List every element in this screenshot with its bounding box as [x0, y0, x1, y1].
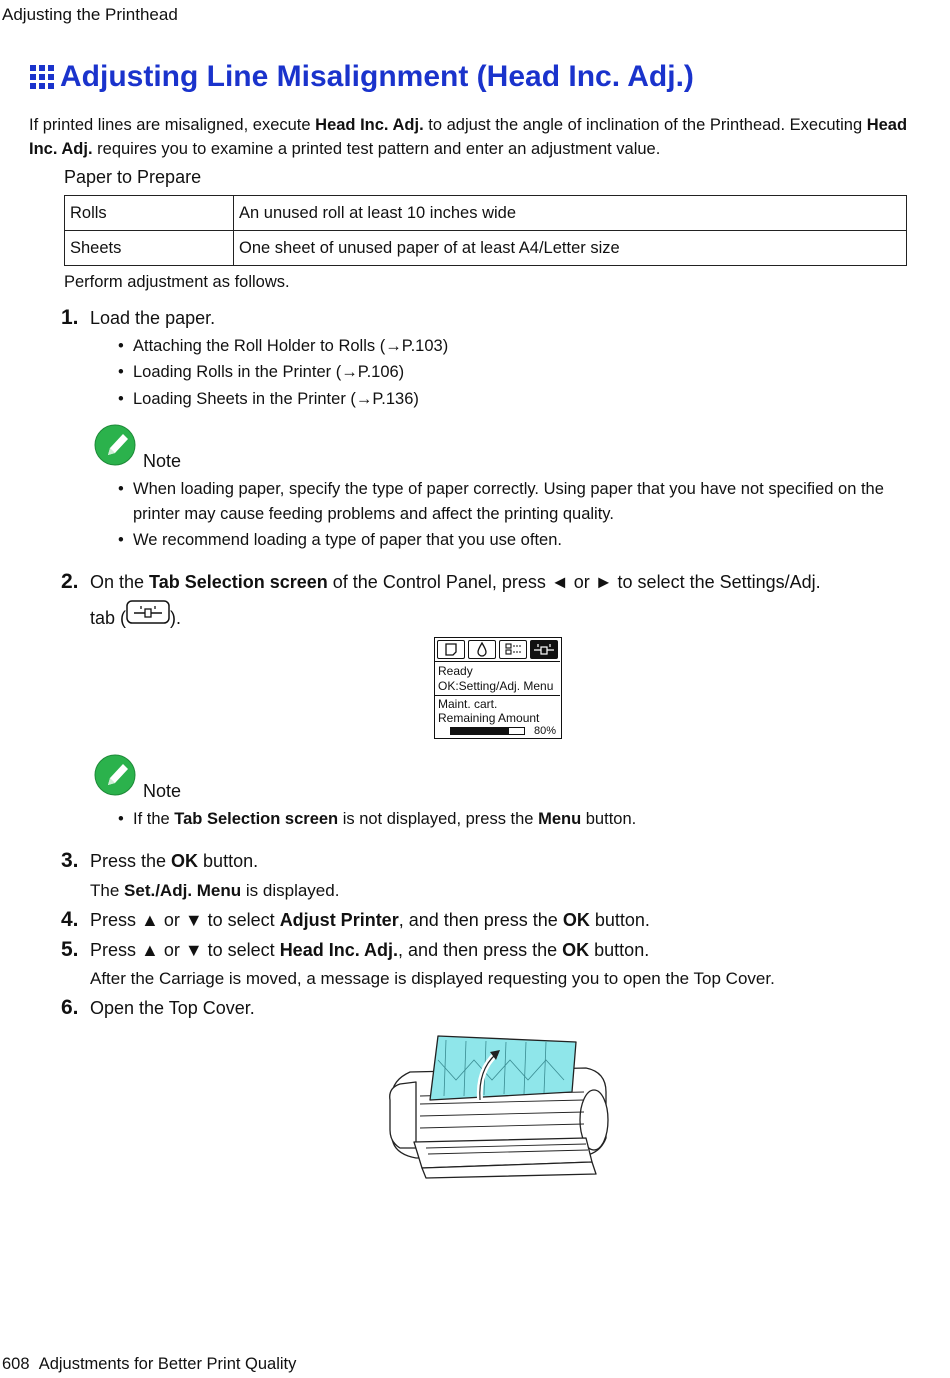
list-item[interactable]: • Loading Sheets in the Printer (→P.136)	[118, 390, 419, 408]
lcd-maint-label: Maint. cart.	[438, 697, 498, 711]
lcd-remaining-label: Remaining Amount	[438, 711, 540, 725]
step-5	[61, 938, 649, 962]
lcd-menu-hint: OK:Setting/Adj. Menu	[438, 679, 554, 693]
settings-adj-tab-icon	[126, 600, 170, 624]
step-number: 4.	[61, 908, 79, 931]
lcd-divider	[435, 695, 560, 696]
printhead-tab-icon	[499, 640, 527, 659]
note-label: Note	[143, 451, 182, 471]
note-pencil-icon	[94, 424, 138, 466]
control-panel-display	[434, 637, 562, 739]
step-1	[61, 306, 215, 330]
step-number: 2.	[61, 570, 79, 593]
list-item: • When loading paper, specify the type of paper correctly. Using paper that you have not specified on the printer may cause feeding problems and affect the printing quality.	[118, 480, 884, 523]
note-pencil-icon	[94, 754, 138, 796]
intro-paragraph: If printed lines are misaligned, execute Head Inc. Adj. to adjust the angle of inclination of the Printhead. Executing Head Inc. Adj. requires you to examine a printed test pattern and enter an adjustment value.	[29, 116, 908, 158]
step-text: On the Tab Selection screen of the Control Panel, press ◄ or ► to select the Settings/Adj.	[90, 572, 821, 592]
list-item: • We recommend loading a type of paper that you use often.	[118, 531, 562, 549]
paper-desc-cell: An unused roll at least 10 inches wide	[234, 196, 907, 231]
table-row	[65, 231, 907, 266]
ink-tab-icon	[468, 640, 496, 659]
lcd-tab-bar	[435, 638, 560, 662]
note-label: Note	[143, 781, 182, 801]
table-row	[65, 196, 907, 231]
paper-desc-cell: One sheet of unused paper of at least A4/Letter size	[234, 231, 907, 266]
footer-section: Adjustments for Better Print Quality	[38, 1355, 297, 1373]
step-text: Press the OK button.	[90, 851, 259, 871]
step-number: 6.	[61, 996, 79, 1019]
step-2-line2: tab ( ).	[90, 600, 181, 629]
step-text: Load the paper.	[90, 308, 216, 328]
page-title	[29, 60, 694, 94]
page-footer	[2, 1355, 296, 1374]
step-3-result: The Set./Adj. Menu is displayed.	[90, 881, 340, 900]
step-number: 1.	[61, 306, 79, 329]
step-2	[61, 570, 821, 594]
section-grid-icon	[29, 64, 56, 91]
paper-type-cell: Rolls	[65, 196, 234, 231]
paper-tab-icon	[437, 640, 465, 659]
remaining-amount-bar	[450, 727, 525, 735]
perform-text: Perform adjustment as follows.	[64, 273, 290, 291]
paper-type-cell: Sheets	[65, 231, 234, 266]
remaining-amount-percent: 80%	[534, 725, 557, 737]
step-6	[61, 996, 255, 1020]
remaining-amount-fill	[451, 728, 509, 734]
step-3	[61, 849, 258, 873]
step-5-result: After the Carriage is moved, a message is displayed requesting you to open the Top Cover.	[90, 969, 775, 988]
step-number: 5.	[61, 938, 79, 961]
step-text: Open the Top Cover.	[90, 998, 255, 1018]
paper-table	[64, 195, 907, 266]
step-number: 3.	[61, 849, 79, 872]
step-text: Press ▲ or ▼ to select Head Inc. Adj., and then press the OK button.	[90, 940, 650, 960]
list-item[interactable]: • Loading Rolls in the Printer (→P.106)	[118, 363, 405, 381]
page-title-text: Adjusting Line Misalignment (Head Inc. Adj.)	[60, 60, 694, 93]
list-item[interactable]: • Attaching the Roll Holder to Rolls (→P.103)	[118, 337, 449, 355]
printer-top-cover-open-illustration	[386, 1030, 610, 1180]
step-4	[61, 908, 650, 932]
page-number: 608	[2, 1355, 30, 1373]
lcd-status-text: Ready	[438, 664, 473, 678]
step-text: Press ▲ or ▼ to select Adjust Printer, and then press the OK button.	[90, 910, 650, 930]
settings-adj-tab-icon	[530, 640, 558, 659]
paper-to-prepare-heading: Paper to Prepare	[64, 167, 202, 187]
running-head: Adjusting the Printhead	[2, 5, 178, 24]
list-item: • If the Tab Selection screen is not displayed, press the Menu button.	[118, 810, 637, 828]
